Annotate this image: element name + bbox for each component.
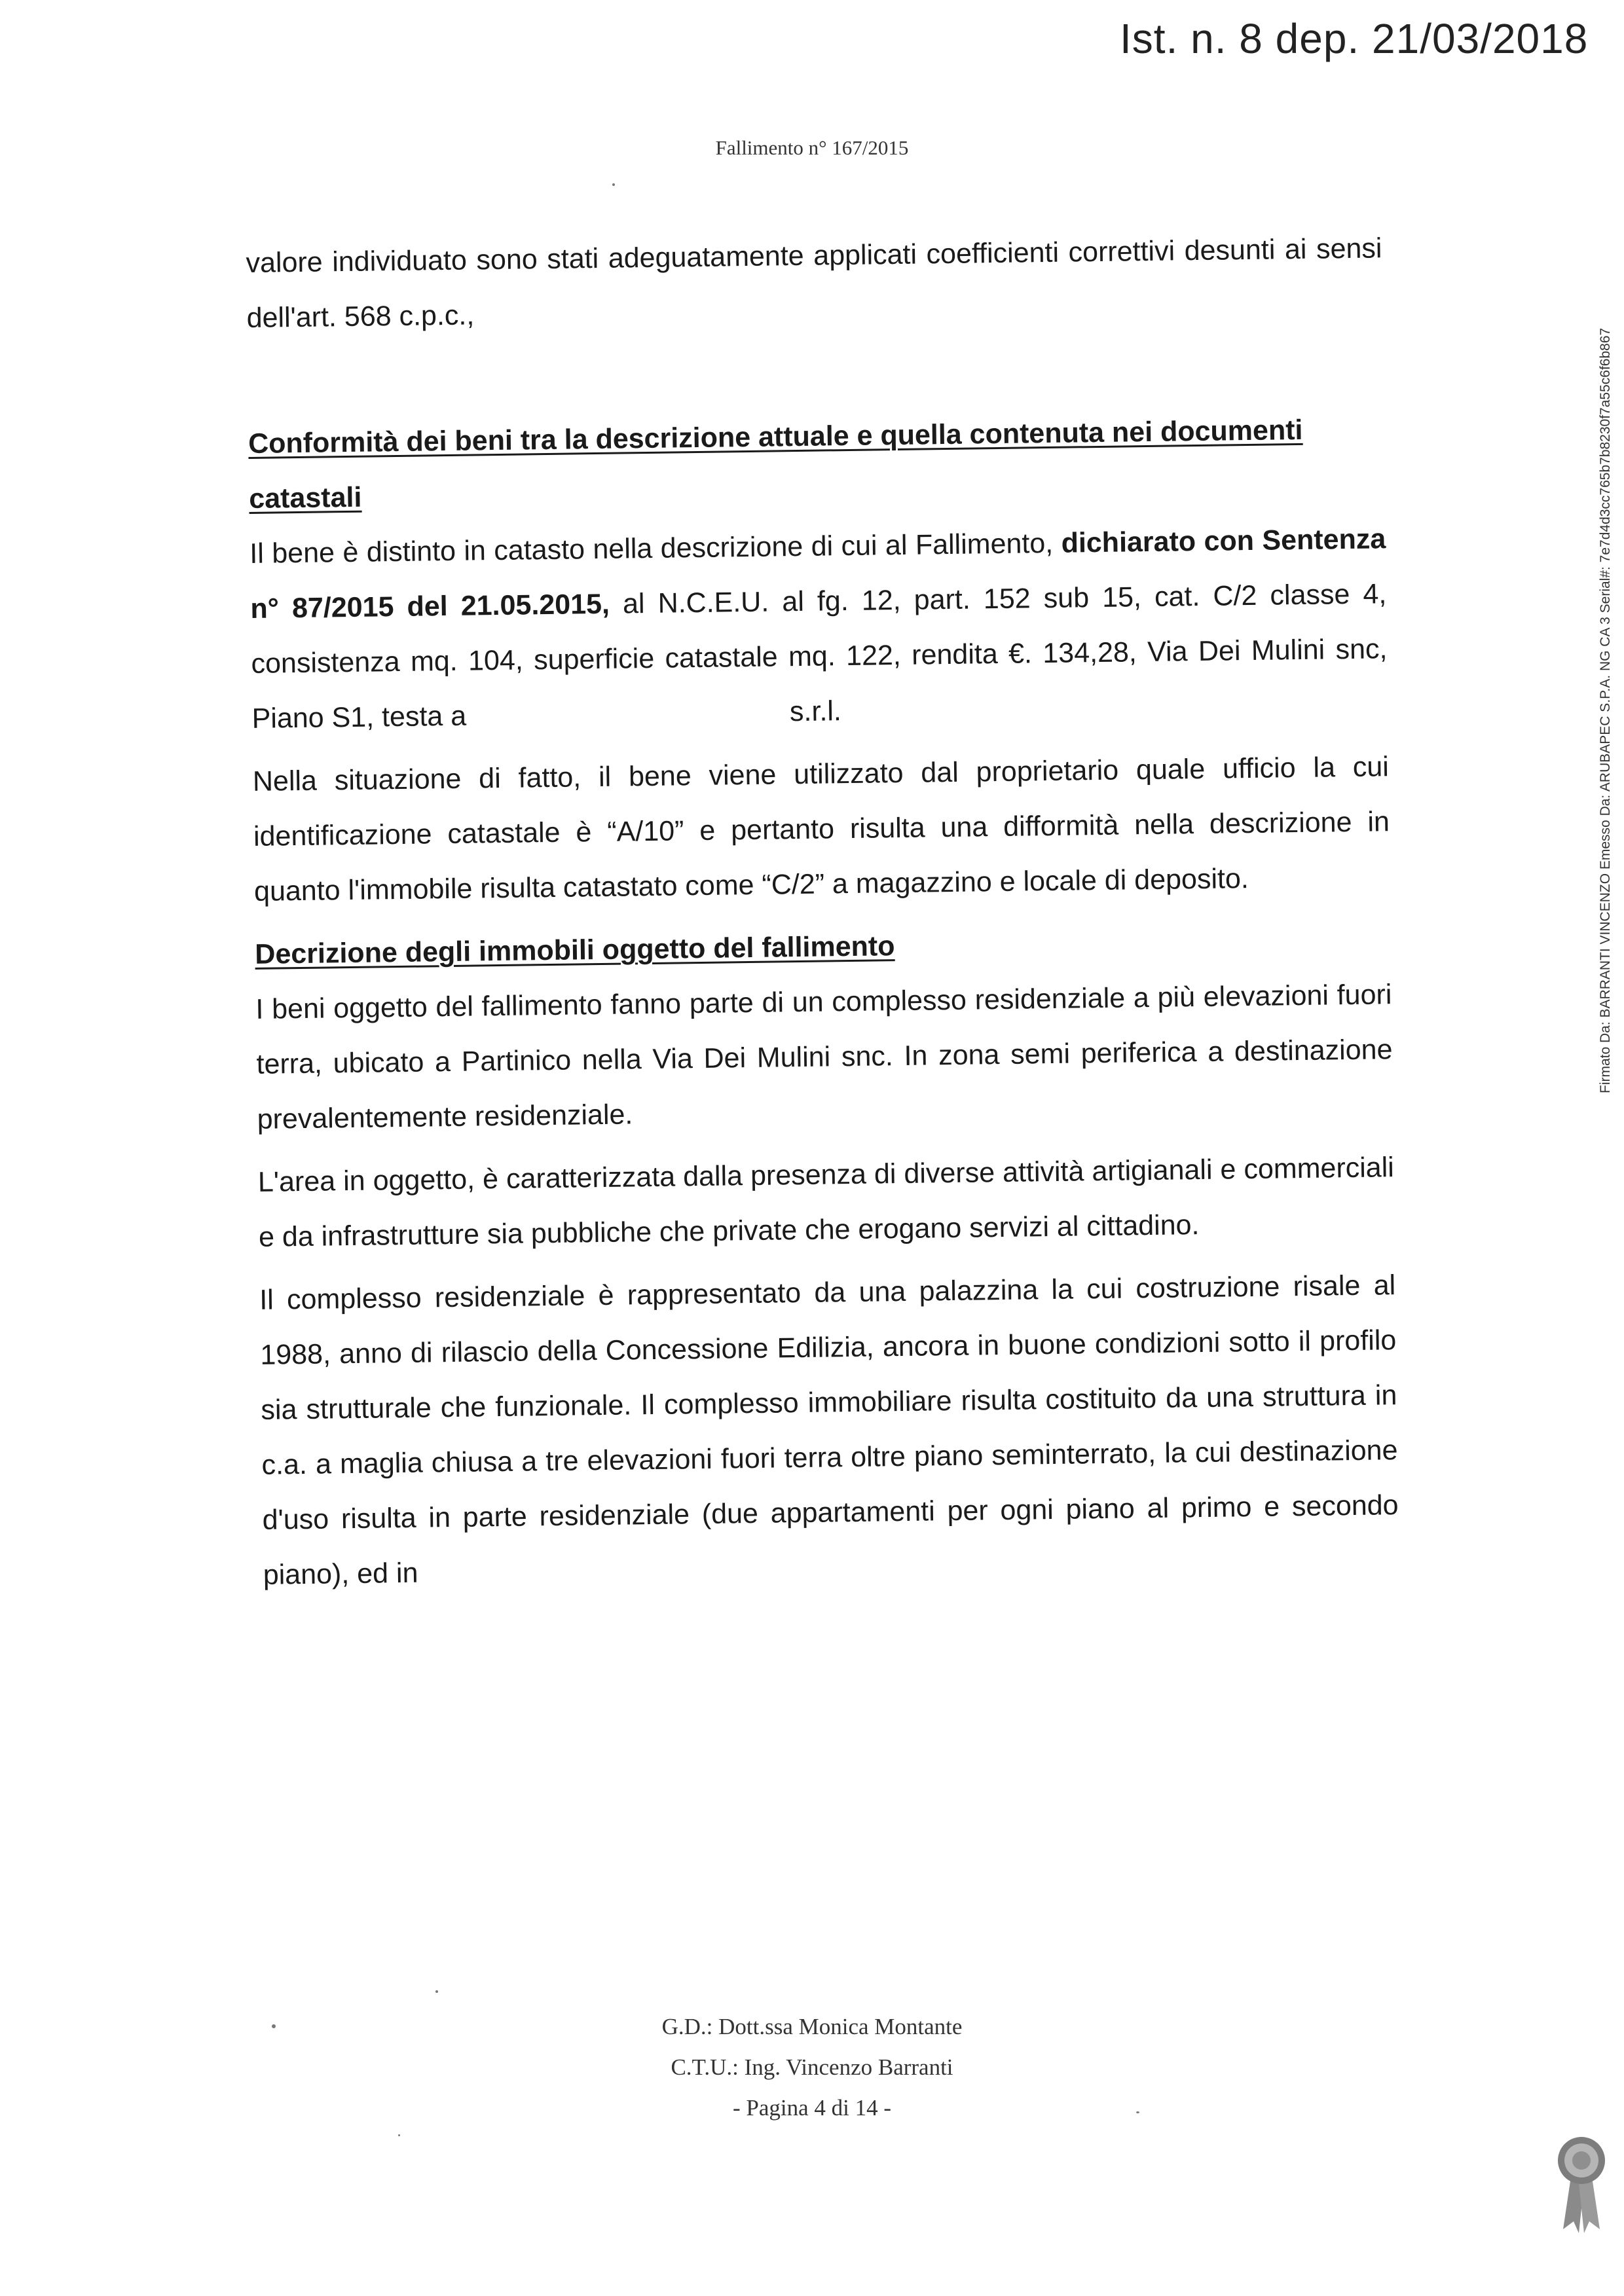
conformity-text-d: s.r.l. (781, 695, 842, 728)
digital-signature-text: Firmato Da: BARRANTI VINCENZO Emesso Da: ARUBAPEC S.P.A. NG CA 3 Serial#: 7e7d4d3cc765b7b8230f7a55c6f6b867 (1598, 327, 1613, 1093)
intro-paragraph: valore individuato sono stati adeguatamente applicati coefficienti correttivi desunti ai sensi dell'art. 568 c.p.c., (246, 232, 1382, 334)
section-heading-description: Decrizione degli immobili oggetto del fallimento (255, 930, 895, 970)
document-body (246, 221, 1399, 1611)
deposit-stamp: Ist. n. 8 dep. 21/03/2018 (1120, 15, 1589, 62)
conformity-paragraph-1 (249, 511, 1388, 746)
scan-speck (398, 2134, 400, 2136)
scan-speck (435, 1990, 438, 1993)
conformity-text-bold: dichiarato con Sentenza n° 87/2015 del 21.05.2015, (250, 523, 1386, 625)
footer-ctu: C.T.U.: Ing. Vincenzo Barranti (671, 2054, 953, 2080)
description-paragraph-3: Il complesso residenziale è rappresentato da una palazzina la cui costruzione risale al 1988, anno di rilascio della Concessione Edilizia, ancora in buone condizioni sotto il profilo sia strutturale che funzionale. Il complesso immobiliare risulta costituito da una struttura in c.a. a maglia chiusa a tre elevazioni fuori terra oltre piano seminterrato, la cui destinazione d'uso risulta in parte residenziale (due appartamenti per ogni piano al primo e secondo piano), ed in (259, 1269, 1399, 1591)
conformity-text-a: Il bene è distinto in catasto nella descrizione di cui al Fallimento, (249, 527, 1061, 570)
page-footer (0, 2007, 1624, 2128)
footer-gd: G.D.: Dott.ssa Monica Montante (661, 2014, 963, 2039)
scan-speck (1136, 2111, 1139, 2113)
scan-speck (612, 183, 615, 186)
description-paragraph-2: L'area in oggetto, è caratterizzata dalla presenza di diverse attività artigianali e commerciali e da infrastrutture sia pubbliche che private che erogano servizi al cittadino. (257, 1152, 1395, 1253)
conformity-paragraph-2: Nella situazione di fatto, il bene viene utilizzato dal proprietario quale ufficio la cui identificazione catastale è “A/10” e pertanto risulta una difformità nella descrizione in quanto l'immobile risulta catastato come “C/2” a magazzino e locale di deposito. (252, 751, 1390, 907)
redacted-owner-name (474, 684, 783, 743)
description-paragraph-1: I beni oggetto del fallimento fanno parte di un complesso residenziale a più elevazioni fuori terra, ubicato a Partinico nella Via Dei Mulini snc. In zona semi periferica a destinazione prevalentemente residenziale. (255, 979, 1393, 1135)
scan-speck (272, 2024, 276, 2028)
case-header: Fallimento n° 167/2015 (715, 136, 909, 159)
section-heading-conformity: Conformità dei beni tra la descrizione attuale e quella contenuta nei documenti catastali (248, 414, 1303, 515)
footer-page-number: - Pagina 4 di 14 - (732, 2095, 892, 2121)
conformity-text-c: al N.C.E.U. al fg. 12, part. 152 sub 15, cat. C/2 classe 4, consistenza mq. 104, superficie catastale mq. 122, rendita €. 134,28, Via Dei Mulini snc, Piano S1, testa a (251, 578, 1388, 735)
certificate-seal-icon (1555, 2131, 1608, 2236)
